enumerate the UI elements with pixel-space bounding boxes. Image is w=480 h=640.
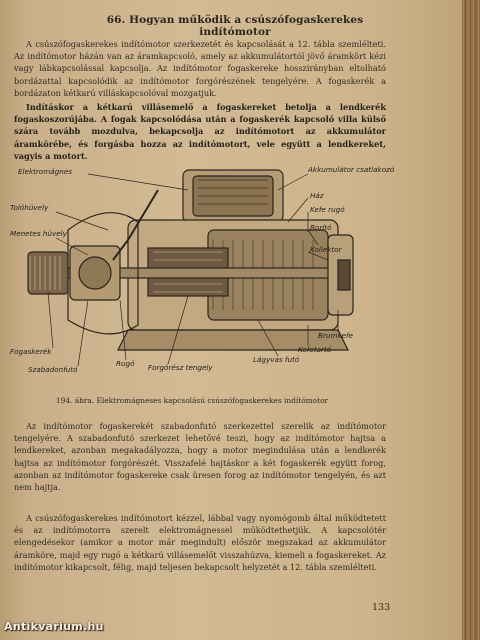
label-kefe-rugo: Kefe rugó — [310, 205, 345, 214]
paragraph-4-text: A csúszófogaskerekes indítómotort kézzel, lábbal vagy nyomógomb által működtetett és az indítómotorra szerelt elektromágnessel működtethetjük. A kapcsolótér elengedésekor (amikor a motor már megindult) először megszakad az akkumulátor áramköre, majd egy rugó a kétkarú villásemelőt visszahúzva, kiemeli a fogaskereket. Az indítómotor kikapcsolt, félig, majd teljesen bekapcsolt helyzetét a 12. tábla szemlélteti. — [14, 513, 386, 572]
paragraph-1-text: A csúszófogaskerekes indítómotor szerkezetét és kapcsolását a 12. tábla szemlélteti. Az indítómotor házán van az áramkapcsoló, amely az akkumulátortól jövő áramkört kézi vagy lábkapcsolással kapcsolja. Az indítómotor fogaskereke hosszirányban eltolható bordázattal kapcsolódik az indítómotor forgórészének tengelyére. A fogaskerék a bordázaton kétkarú villáskapcsolóval mozgatjuk. — [14, 39, 386, 98]
starter-motor-illustration — [8, 160, 395, 390]
watermark-logo: Antikvarium.hu — [4, 620, 104, 633]
paragraph-1 — [14, 38, 386, 99]
paragraph-3-text: Az indítómotor fogaskerekét szabadonfutó szerkezettel szerelik az indítómotor tengelyére. A szabadonfutó szerkezet lehetővé teszi, hogy az indítómotor hajtsa a lendkereket, azonban megakadályozza, hogy a motor megindulása után a lendkerék hajtsa az indítómotor forgórészét. Visszafelé hajtáskor a két fogaskerék együtt forog, azonban az indítómotor fogaskereke csak üresen forog az indítómotor tengelyén, és azt nem hajtja. — [14, 421, 386, 493]
label-menetes: Menetes hüvely — [10, 229, 67, 238]
paragraph-2-text: Indításkor a kétkarú villásemelő a fogaskereket betolja a lendkerék fogaskoszorújába. A fogak kapcsolódása után a fogaskerék kapcsoló villa külső szára tovább mozdulva, bekapcsolja az indítómotort az akkumulátor áramkörébe, és forgásba hozza az indítómotort, vele együtt a lendkereket, vagyis a motort. — [14, 102, 386, 161]
label-fogaskerek: Fogaskerék — [10, 347, 52, 356]
paragraph-3 — [14, 420, 386, 493]
label-szabadonfuto: Szabadonfutó — [28, 365, 78, 374]
page-stack-edge — [462, 0, 480, 640]
label-rugo: Rugó — [116, 359, 135, 368]
label-elektromagnes: Elektromágnes — [18, 167, 72, 176]
label-akkumulator: Akkumulátor csatlakozó — [308, 165, 395, 174]
starter-motor-figure — [8, 160, 395, 390]
label-kollektor: Kollektor — [310, 245, 342, 254]
label-forgoresz: Forgórész tengely — [148, 363, 213, 372]
paragraph-4 — [14, 512, 386, 573]
figure-caption: 194. ábra. Elektromágneses kapcsolású csúszófogaskerekes indítómotor — [55, 396, 329, 405]
label-brumkefe: Brumkefe — [318, 331, 353, 340]
section-heading: 66. Hogyan működik a csúszófogaskerekes indítómotor — [106, 14, 364, 38]
label-lagyvas: Lágyvas futó — [253, 355, 300, 364]
label-borito: Borító — [310, 223, 332, 232]
paragraph-2 — [14, 101, 386, 162]
page-number: 133 — [372, 602, 391, 613]
label-haz: Ház — [310, 191, 324, 200]
label-kefetarto: Kefetartó — [298, 345, 332, 354]
label-tolohuvely: Tolóhüvely — [10, 203, 49, 212]
